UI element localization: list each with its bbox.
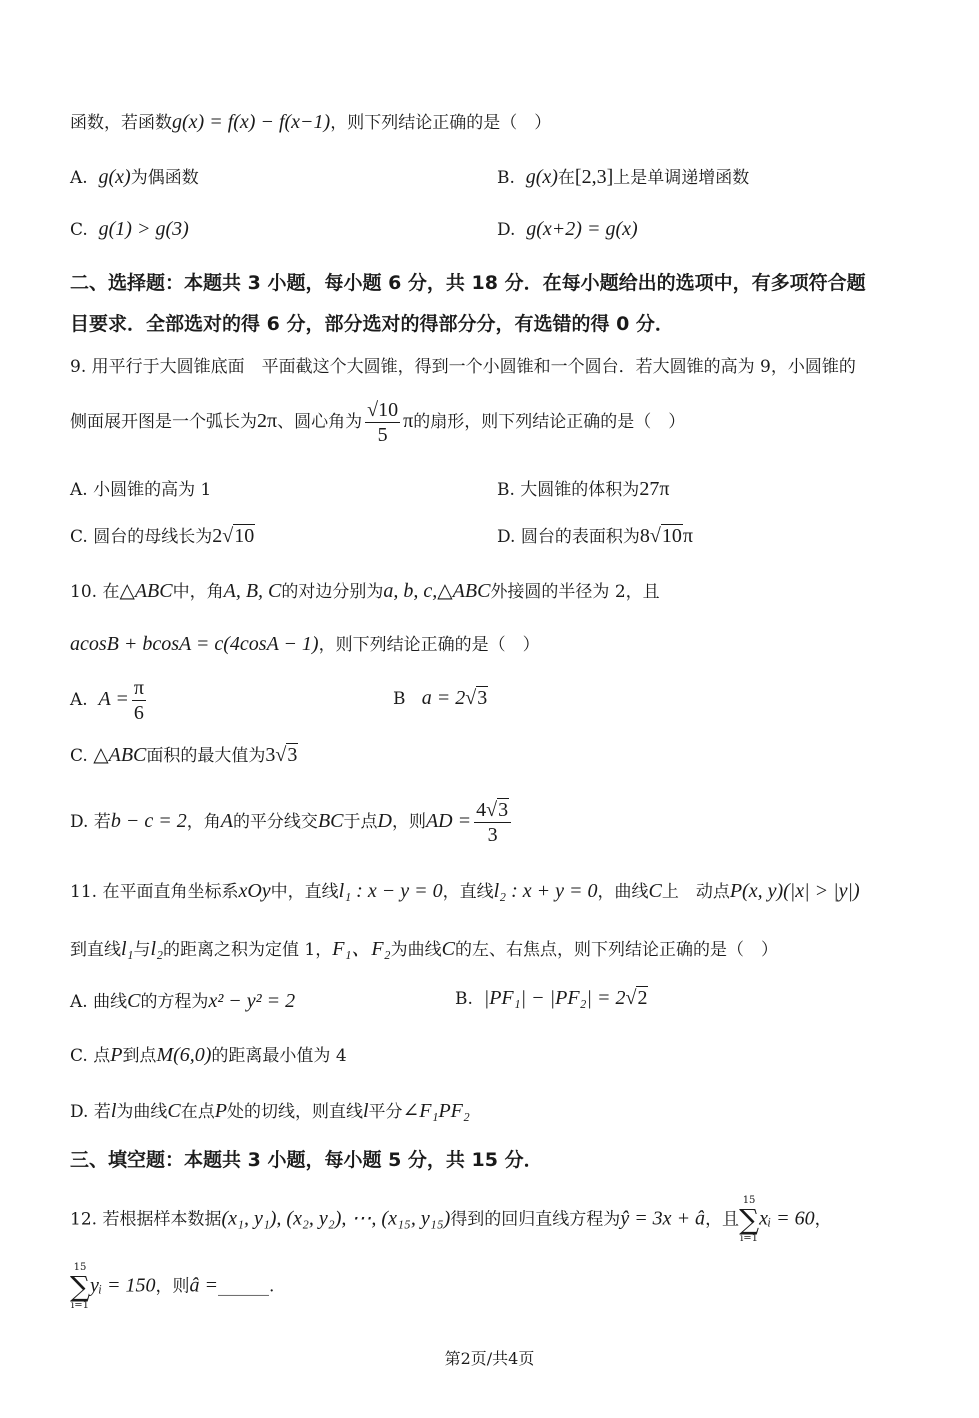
q8-option-c: C. g(1) > g(3): [70, 218, 189, 240]
q12-stem-line1: 12. 若根据样本数据(x₁, y₁), (x₂, y₂), ⋯, (x₁₅, y₁₅)得到的回归直线方程为ŷ = 3x + â，且 15 ∑ i=1 xᵢ = 60，: [70, 1195, 832, 1244]
q8-stem: [70, 108, 551, 134]
q10-option-a: A. A = $\frac{\pi}{6}$: [70, 677, 144, 724]
section3-heading: 三、填空题：本题共 3 小题，每小题 5 分，共 15 分．: [70, 1149, 543, 1171]
q8-stem-tail: ，则下列结论正确的是（ ）: [330, 113, 552, 133]
q9-option-b: B. 大圆锥的体积为27π: [497, 478, 670, 500]
q11-stem-line1: 11. 在平面直角坐标系xOy中，直线l₁ : x − y = 0，直线l₂ : x + y = 0，曲线C上 动点P(x, y)(|x| > |y|): [70, 880, 860, 902]
q12-answer-blank: ______: [218, 1276, 270, 1297]
q10-stem-line1: 10. 在△ABC中，角A, B, C的对边分别为a, b, c,△ABC外接圆的半径为 2，且: [70, 580, 660, 602]
q9-stem-line1: 9. 用平行于大圆锥底面 平面截这个大圆锥，得到一个小圆锥和一个圆台．若大圆锥的高为 9，小圆锥的: [70, 357, 856, 377]
q10-option-d: D. 若b − c = 2，角A的平分线交BC于点D，则AD = $\frac{4√3}{3}$: [70, 798, 514, 847]
q10-option-c: C. △ABC面积的最大值为3√3: [70, 744, 298, 766]
q9-option-a: A. 小圆锥的高为 1: [70, 480, 212, 500]
q12-stem-line2: 15 ∑ i=1 yᵢ = 150，则â =______.: [70, 1262, 275, 1311]
q9-angle-fraction: $\frac{√10}{5}$: [367, 399, 399, 446]
page-number: 第2页/共4页: [444, 1349, 535, 1368]
q9-stem-line2: 侧面展开图是一个弧长为2π、圆心角为 $\frac{√10}{5}$ π的扇形，则下列结论正确的是（ ）: [70, 399, 686, 446]
section2-heading-cont: 目要求．全部选对的得 6 分，部分选对的得部分分，有选错的得 0 分．: [70, 313, 674, 335]
q8-option-a: A. g(x)为偶函数: [70, 166, 199, 188]
q11-option-d: D. 若l为曲线C在点P处的切线，则直线l平分∠F₁PF₂: [70, 1100, 470, 1122]
q9-option-c: C. 圆台的母线长为2√10: [70, 525, 255, 547]
q11-option-c: C. 点P到点M(6,0)的距离最小值为 4: [70, 1044, 347, 1066]
q11-stem-line2: 到直线l₁与l₂的距离之积为定值 1，F₁、F₂为曲线C的左、右焦点，则下列结论正确的是（ ）: [70, 938, 778, 960]
q12-sum-x: 15 ∑ i=1: [739, 1195, 760, 1244]
q10-d-fraction: $\frac{4√3}{3}$: [474, 798, 511, 847]
section2-heading: 二、选择题：本题共 3 小题，每小题 6 分，共 18 分．在每小题给出的选项中，有多项符合题: [70, 272, 866, 294]
q8-stem-formula: g(x) = f(x) − f(x−1): [172, 111, 331, 133]
q8-option-b: B. g(x)在[2,3]上是单调递增函数: [497, 166, 750, 188]
q10-option-b: B a = 2√3: [393, 687, 488, 709]
q9-option-d: D. 圆台的表面积为8√10π: [497, 525, 693, 547]
q12-sum-y: 15 ∑ i=1: [70, 1262, 90, 1311]
q11-option-b: B. |PF₁| − |PF₂| = 2√2: [455, 987, 648, 1009]
q11-option-a: A. 曲线C的方程为x² − y² = 2: [70, 990, 296, 1012]
q10-stem-line2: acosB + bcosA = c(4cosA − 1)，则下列结论正确的是（ ）: [70, 633, 540, 655]
q10-a-fraction: $\frac{\pi}{6}$: [133, 677, 144, 724]
q8-option-d: D. g(x+2) = g(x): [497, 218, 638, 240]
q8-stem-text: 函数，若函数: [70, 113, 172, 133]
